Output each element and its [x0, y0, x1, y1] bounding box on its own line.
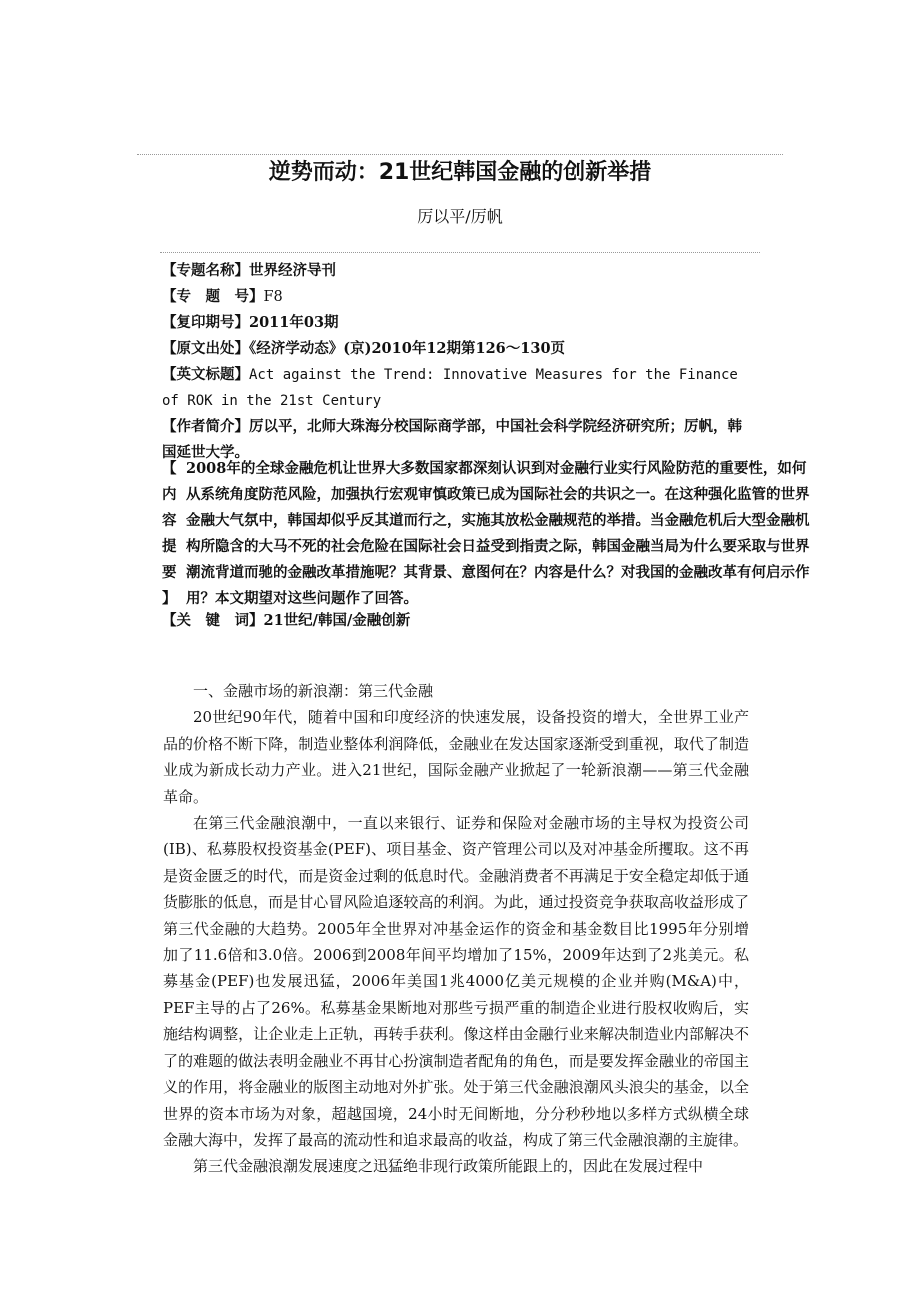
meta-keywords-value: 21世纪/韩国/金融创新 — [263, 612, 411, 629]
meta-reprint-value: 2011年03期 — [249, 314, 339, 331]
meta-author-intro-label: 【作者简介】 — [162, 418, 249, 435]
meta-source — [162, 336, 802, 362]
meta-keywords-label: 【关 键 词】 — [162, 612, 264, 629]
abstract-label: 【 内 容 提 要 】 — [162, 460, 177, 607]
meta-source-value: 《经济学动态》(京)2010年12期第126～130页 — [249, 340, 566, 357]
header-divider — [160, 252, 760, 253]
top-divider — [137, 154, 783, 155]
body-paragraph-2: 在第三代金融浪潮中，一直以来银行、证券和保险对金融市场的主导权为投资公司(IB)、私募股权投资基金(PEF)、项目基金、资产管理公司以及对冲基金所攫取。这不再是资金匮乏的时代，而是资金过剩的低息时代。金融消费者不再满足于安全稳定却低于通货膨胀的低息，而是甘心冒风险追逐较高的利润。为此，通过投资竞争获取高收益形成了第三代金融的大趋势。2005年全世界对冲基金运作的资金和基金数目比1995年分别增加了11.6倍和3.0倍。2006到2008年间平均增加了15%，2009年达到了2兆美元。私募基金(PEF)也发展迅猛，2006年美国1兆4000亿美元规模的企业并购(M&A)中，PEF主导的占了26%。私募基金果断地对那些亏损严重的制造企业进行股权收购后，实施结构调整，让企业走上正轨，再转手获利。像这样由金融行业来解决制造业内部解决不了的难题的做法表明金融业不再甘心扮演制造者配角的角色，而是要发挥金融业的帝国主义的作用，将金融业的版图主动地对外扩张。处于第三代金融浪潮风头浪尖的基金，以全世界的资本市场为对象，超越国境，24小时无间断地，分分秒秒地以多样方式纵横全球金融大海中，发挥了最高的流动性和追求最高的收益，构成了第三代金融浪潮的主旋律。 — [163, 814, 749, 1149]
section-heading: 一、金融市场的新浪潮：第三代金融 — [193, 682, 434, 700]
body-paragraph-1: 20世纪90年代，随着中国和印度经济的快速发展，设备投资的增大，全世界工业产品的价格不断下降，制造业整体利润降低，金融业在发达国家逐渐受到重视，取代了制造业成为新成长动力产业。进入21世纪，国际金融产业掀起了一轮新浪潮——第三代金融革命。 — [163, 708, 749, 806]
meta-english-title — [162, 362, 742, 414]
article-authors: 厉以平/厉帆 — [417, 207, 503, 226]
article-title: 逆势而动：21世纪韩国金融的创新举措 — [268, 160, 652, 185]
meta-topic — [162, 258, 802, 284]
body-paragraph-3: 第三代金融浪潮发展速度之迅猛绝非现行政策所能跟上的，因此在发展过程中 — [193, 1157, 704, 1176]
meta-english-title-value: Act against the Trend: Innovative Measures for the Finance of ROK in the 21st Century — [162, 367, 738, 409]
meta-english-title-label: 【英文标题】 — [162, 366, 249, 383]
meta-author-intro-value: 厉以平，北师大珠海分校国际商学部，中国社会科学院经济研究所；厉帆，韩国延世大学。 — [162, 418, 742, 461]
meta-topic-no — [162, 284, 802, 310]
meta-topic-value: 世界经济导刊 — [249, 262, 336, 279]
meta-reprint — [162, 310, 802, 336]
meta-topic-label: 【专题名称】 — [162, 262, 249, 279]
meta-source-label: 【原文出处】 — [162, 340, 249, 357]
article-body — [163, 678, 749, 1180]
meta-topic-no-value: F8 — [263, 289, 283, 305]
abstract-text: 2008年的全球金融危机让世界大多数国家都深刻认识到对金融行业实行风险防范的重要性，如何从系统角度防范风险，加强执行宏观审慎政策已成为国际社会的共识之一。在这种强化监管的世界金融大气氛中，韩国却似乎反其道而行之，实施其放松金融规范的举措。当金融危机后大型金融机构所隐含的大马不死的社会危险在国际社会日益受到指责之际，韩国金融当局为什么要采取与世界潮流背道而驰的金融改革措施呢？其背景、意图何在？内容是什么？对我国的金融改革有何启示作用？本文期望对这些问题作了回答。 — [186, 460, 810, 607]
meta-reprint-label: 【复印期号】 — [162, 314, 249, 331]
meta-topic-no-label: 【专 题 号】 — [162, 288, 264, 305]
meta-keywords — [162, 608, 802, 634]
